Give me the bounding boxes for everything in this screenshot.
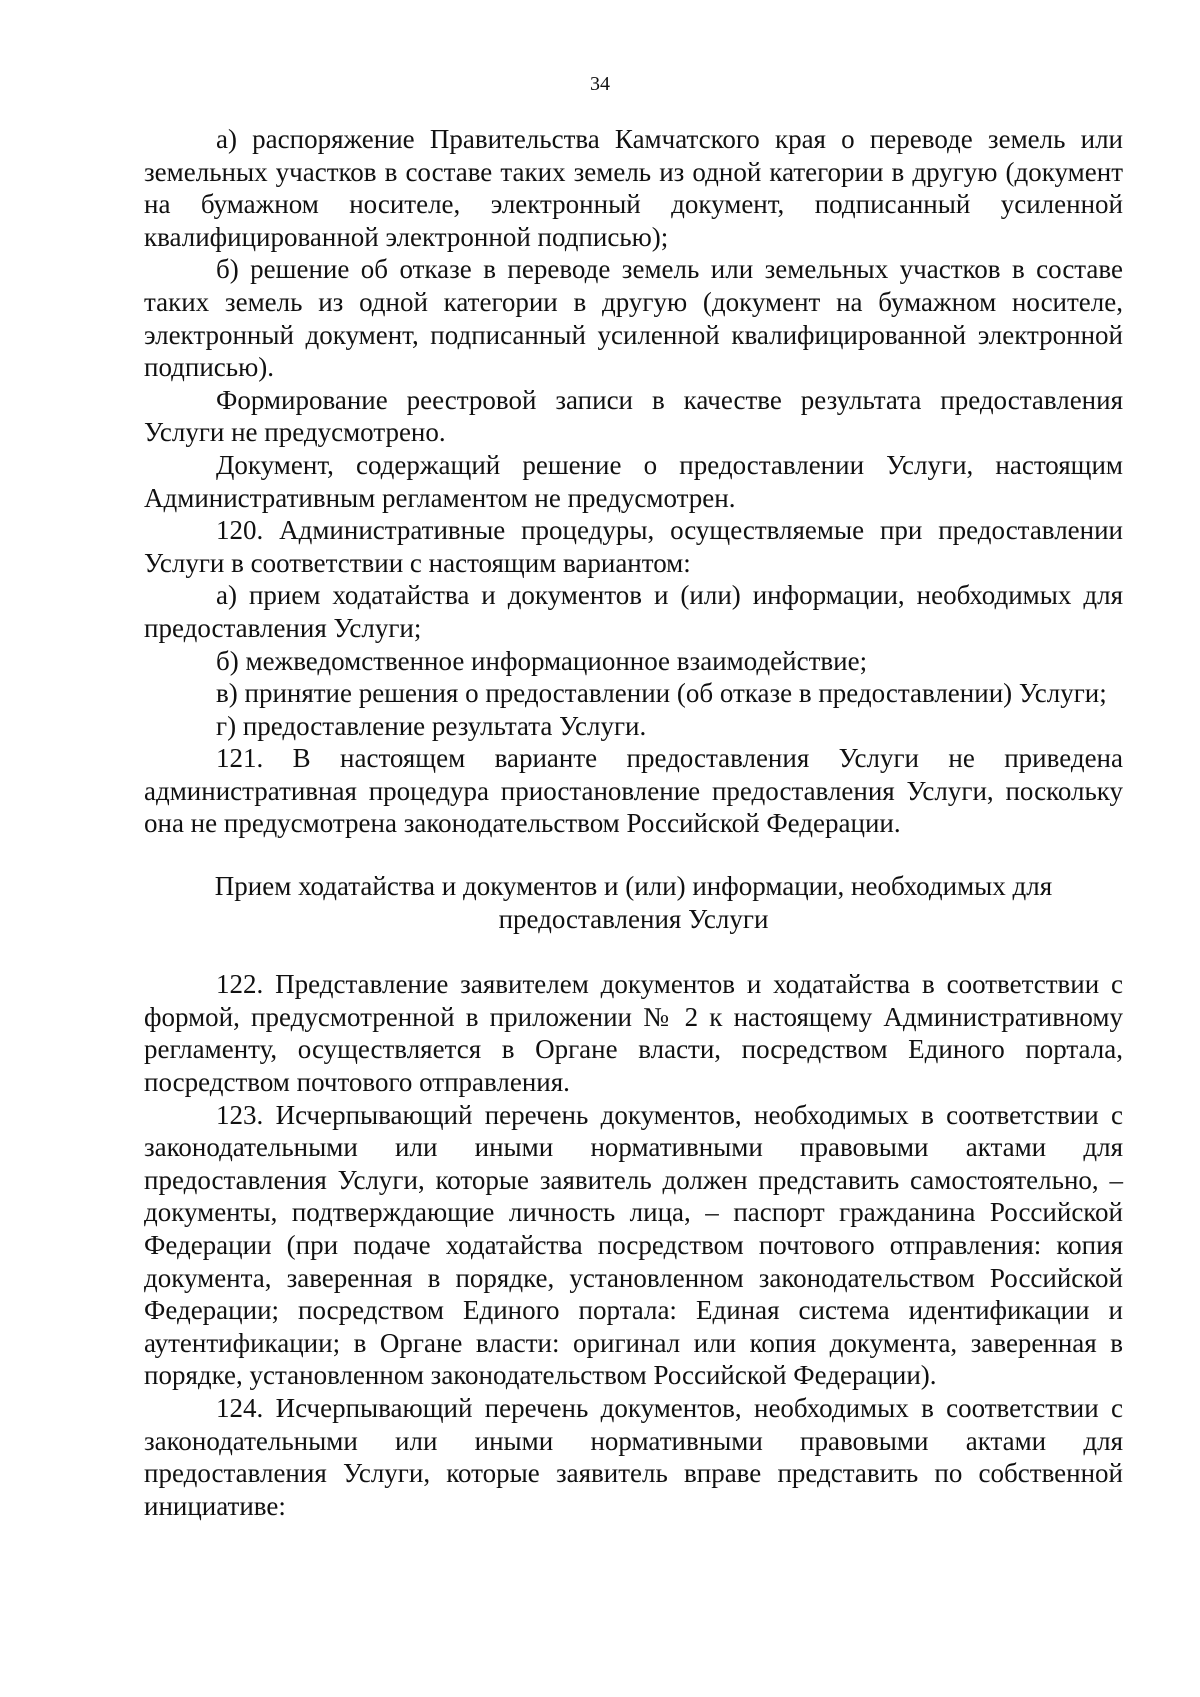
list-item-b: б) межведомственное информационное взаимодействие; (216, 645, 868, 676)
paragraph-121: 121. В настоящем варианте предоставления Услуги не приведена административная процедура приостановление предоставления Услуги, поскольку она не предусмотрена законодательством Российской Федерации. (144, 743, 1123, 839)
paragraph-120: 120. Административные процедуры, осуществляемые при предоставлении Услуги в соответствии с настоящим вариантом: (144, 515, 1123, 578)
paragraph-decision-document: Документ, содержащий решение о предоставлении Услуги, настоящим Административным регламентом не предусмотрен. (144, 449, 1123, 513)
page-number: 34 (590, 73, 610, 95)
document-body (144, 123, 1123, 1522)
section-heading: Прием ходатайства и документов и (или) информации, необходимых для предоставления Услуги (214, 871, 1053, 934)
list-item-v: в) принятие решения о предоставлении (об отказе в предоставлении) Услуги; (216, 678, 1107, 709)
paragraph-122: 122. Представление заявителем документов и ходатайства в соответствии с формой, предусмотренной в приложении № 2 к настоящему Административному регламенту, осуществляется в Органе власти, посредством Единого портала, посредством почтового отправления. (144, 969, 1123, 1098)
paragraph-123: 123. Исчерпывающий перечень документов, необходимых в соответствии с законодательными или иными нормативными правовыми актами для предоставления Услуги, которые заявитель должен представить самостоятельно, – документы, подтверждающие личность лица, – паспорт гражданина Российской Федерации (при подаче ходатайства посредством почтового отправления: копия документа, заверенная в порядке, установленном законодательством Российской Федерации; посредством Единого портала: Единая система идентификации и аутентификации; в Органе власти: оригинал или копия документа, заверенная в порядке, установленном законодательством Российской Федерации). (144, 1099, 1123, 1391)
paragraph-result-approval: а) распоряжение Правительства Камчатского края о переводе земель или земельных участков в составе таких земель из одной категории в другую (документ на бумажном носителе, электронный документ, подписанный усиленной квалифицированной электронной подписью); (144, 124, 1123, 252)
paragraph-registry-record: Формирование реестровой записи в качестве результата предоставления Услуги не предусмотрено. (144, 384, 1123, 448)
paragraph-result-refusal: б) решение об отказе в переводе земель или земельных участков в составе таких земель из одной категории в другую (документ на бумажном носителе, электронный документ, подписанный усиленной квалифицированной электронной подписью). (144, 254, 1123, 383)
list-item-a: а) прием ходатайства и документов и (или) информации, необходимых для предоставления Услуги; (144, 580, 1123, 643)
paragraph-124: 124. Исчерпывающий перечень документов, необходимых в соответствии с законодательными или иными нормативными правовыми актами для предоставления Услуги, которые заявитель вправе представить по собственной инициативе: (144, 1392, 1123, 1521)
list-item-g: г) предоставление результата Услуги. (216, 710, 647, 741)
